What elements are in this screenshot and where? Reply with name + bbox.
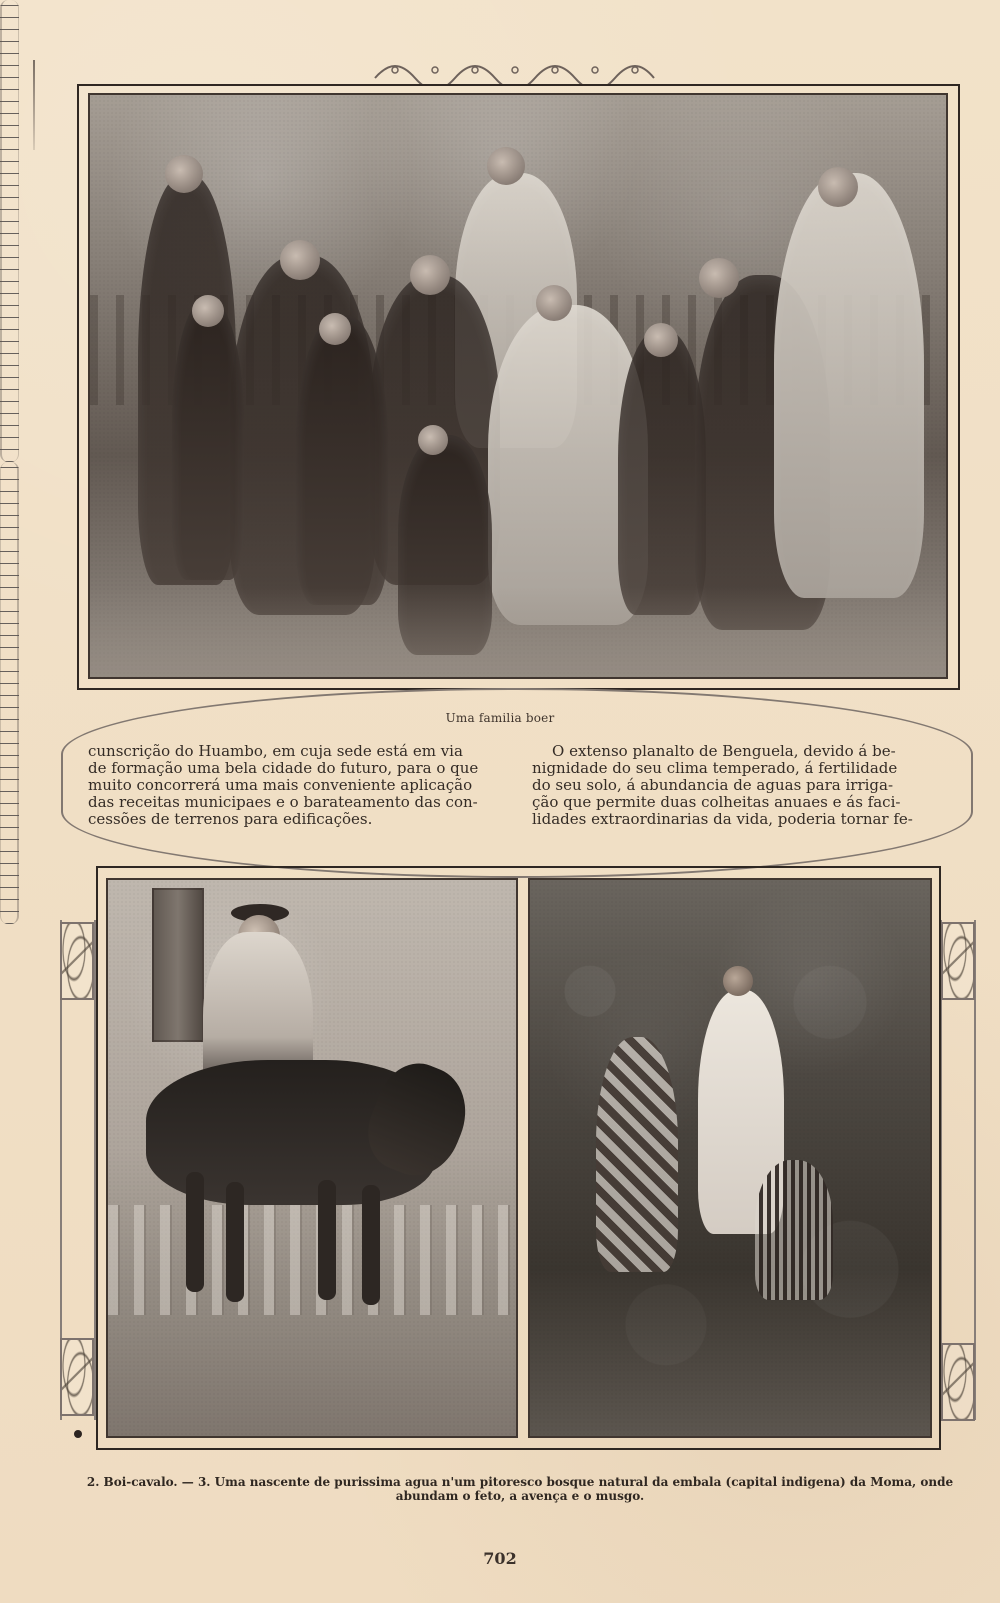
ox-leg (318, 1180, 336, 1300)
person-head (410, 255, 450, 295)
ox-leg (186, 1172, 204, 1292)
child-figure (596, 1037, 678, 1272)
right-ornament-border (0, 462, 19, 924)
person-head (699, 258, 739, 298)
person-head (165, 155, 203, 193)
article-left-column: cunscrição do Huambo, em cuja sede está em via de formação uma bela cidade do futuro, para o que muito concorrerá uma mais conveniente aplicação das receitas municipaes e o barateamento das con- cessões de terrenos para edificações. (88, 742, 479, 828)
boer-family-photo (88, 93, 948, 679)
person-head (487, 147, 525, 185)
left-ornament-border (0, 0, 19, 462)
woman-head (723, 966, 753, 996)
leaf-ornament-icon (60, 1338, 94, 1416)
ox-photo (106, 878, 518, 1438)
ground (90, 587, 946, 677)
page-number: 702 (483, 1549, 517, 1568)
leaf-ornament-icon (60, 922, 94, 1000)
window (152, 888, 204, 1042)
person-head (192, 295, 224, 327)
leaf-ornament-icon (941, 922, 975, 1000)
family-group (90, 95, 946, 677)
person-figure (618, 330, 706, 615)
person-head (818, 167, 858, 207)
person-head (536, 285, 572, 321)
ox-leg (362, 1185, 380, 1305)
person-head (644, 323, 678, 357)
margin-mark (33, 60, 35, 150)
dot-icon (74, 1430, 82, 1438)
bottom-photo-caption: 2. Boi-cavalo. — 3. Uma nascente de purissima agua n'um pitoresco bosque natural da embala (capital indigena) da Moma, onde abundam o feto, a avença e o musgo. (86, 1475, 954, 1503)
article-right-column: O extenso planalto de Benguela, devido á be- nignidade do seu clima temperado, á fertilidade do seu solo, á abundancia de aguas para irriga- ção que permite duas colheitas anuaes e ás faci- lidades extraordinarias da vida, poderia tornar fe- (532, 742, 913, 828)
ox-leg (226, 1182, 244, 1302)
fence (108, 1205, 516, 1315)
person-figure (774, 173, 924, 598)
child-figure (755, 1160, 833, 1300)
decorative-ornament-icon (371, 60, 658, 84)
person-head (418, 425, 448, 455)
leaf-ornament-icon (941, 1343, 975, 1421)
person-figure (296, 315, 388, 605)
person-figure (172, 300, 244, 580)
person-head (280, 240, 320, 280)
person-head (319, 313, 351, 345)
spring-photo (528, 878, 932, 1438)
top-photo-caption: Uma familia boer (445, 711, 555, 725)
